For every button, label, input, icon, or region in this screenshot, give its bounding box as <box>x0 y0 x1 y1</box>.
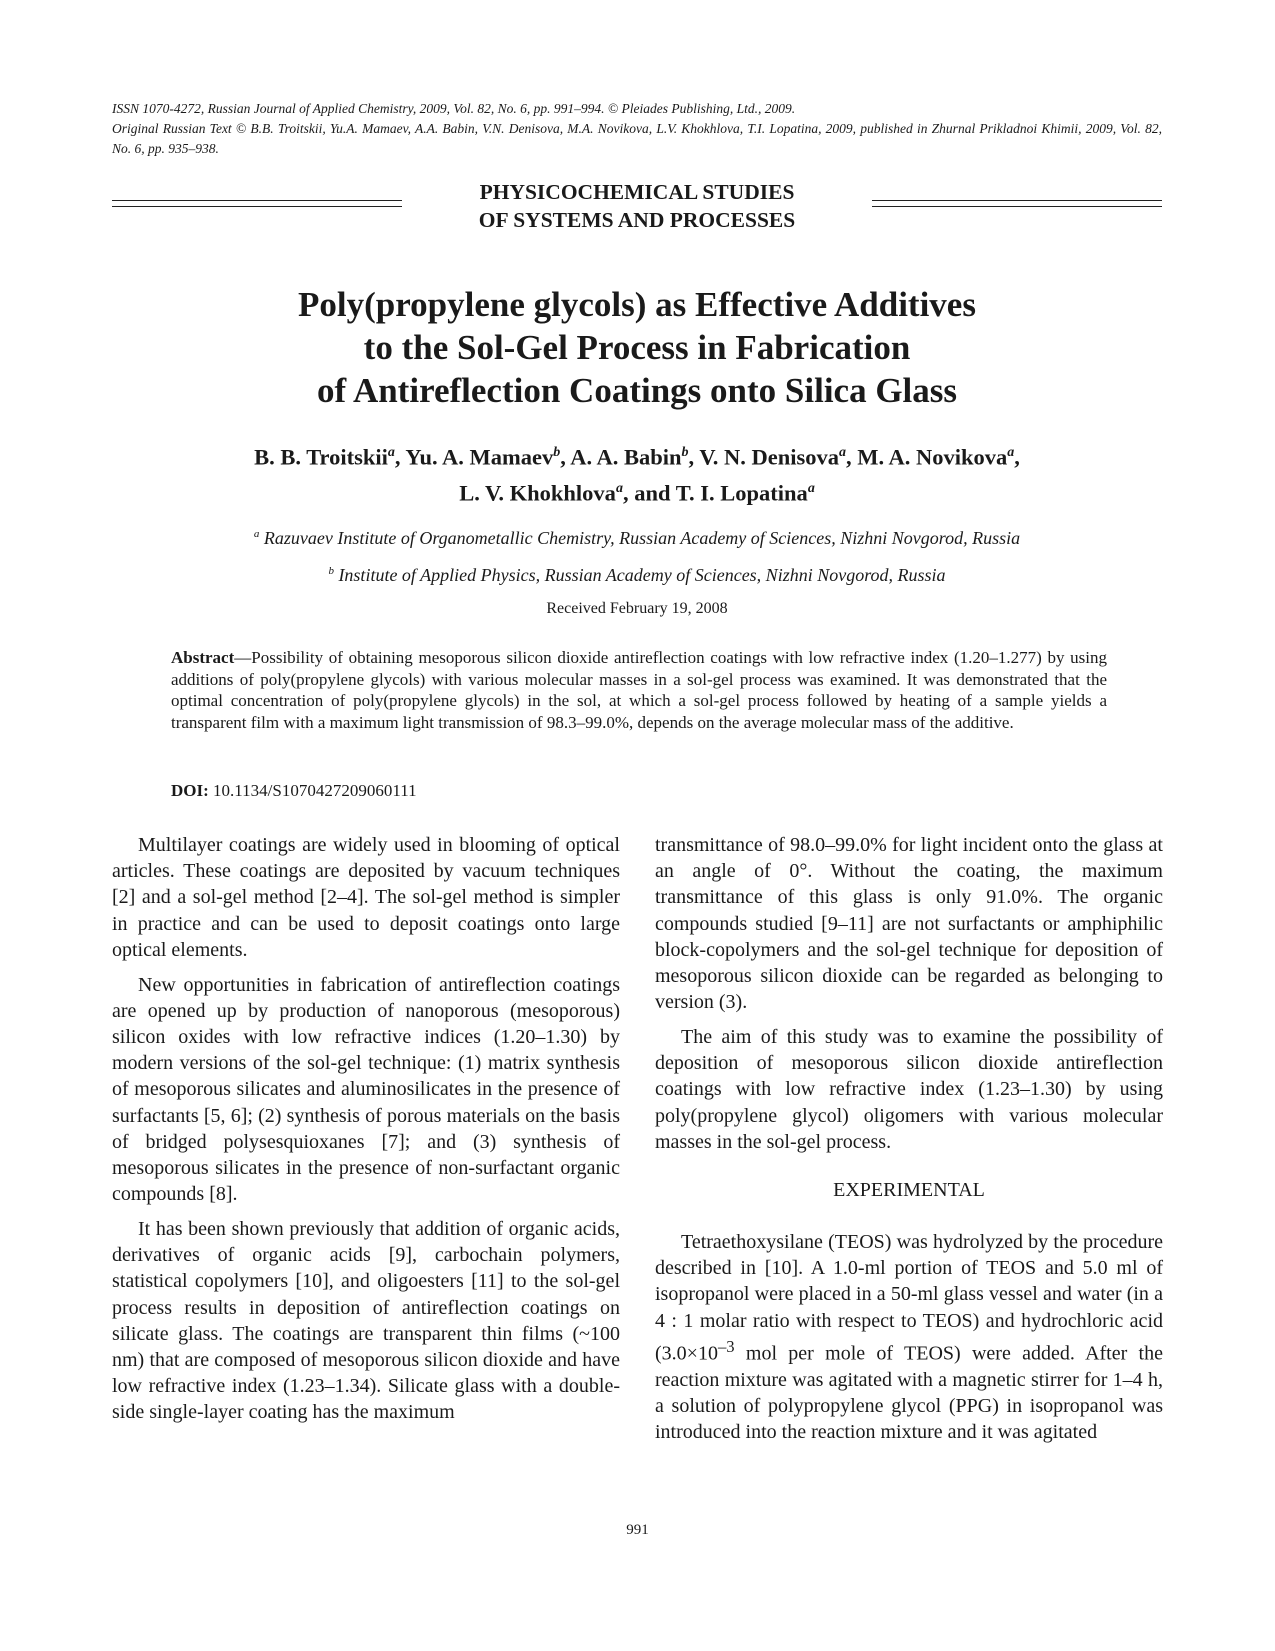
author-separator: , <box>560 444 571 470</box>
section-heading-experimental: EXPERIMENTAL <box>833 1179 985 1202</box>
author-line1 <box>112 437 1162 473</box>
author-separator: , <box>1014 444 1020 470</box>
paper-title-line3: of Antireflection Coatings onto Silica Glass <box>316 371 958 410</box>
body-column-left <box>112 832 620 1434</box>
author-separator: , <box>688 444 700 470</box>
author-name: L. V. Khokhlova <box>459 480 616 505</box>
paper-title-line2: to the Sol-Gel Process in Fabrication <box>363 328 911 367</box>
double-rule-right <box>872 200 1162 207</box>
author-affiliation-mark: a <box>615 480 623 496</box>
author-list <box>112 437 1162 508</box>
page-number: 991 <box>626 1522 649 1538</box>
body-column-right <box>655 832 1163 1454</box>
affiliation-b <box>112 555 1162 592</box>
body-paragraph: New opportunities in fabrication of antireflection coatings are opened up by production of nanoporous (mesoporous) silicon oxides with low refractive indices (1.20–1.30) by modern versions of the sol-gel technique: (1) matrix synthesis of mesoporous silicates and aluminosilicates in the presence of surfactants [5, 6]; (2) synthesis of porous materials on the basis of bridged polysesquioxanes [7]; and (3) synthesis of mesoporous silicates in the presence of non-surfactant organic compounds [8]. <box>112 973 620 1206</box>
abstract-text: —Possibility of obtaining mesoporous silicon dioxide antireflection coatings with low refractive index (1.20–1.277) by using additions of poly(propylene glycols) with various molecular masses in a sol-gel process was examined. It was demonstrated that the optimal concentration of poly(propylene glycols) in the sol, at which a sol-gel process followed by heating of a sample yields a transparent film with a maximum light transmission of 98.3–99.0%, depends on the average molecular mass of the additive. <box>171 648 1107 732</box>
author-name: T. I. Lopatina <box>675 480 808 505</box>
author-name: M. A. Novikova <box>857 444 1008 470</box>
affiliation-mark: a <box>253 528 260 540</box>
author-separator: , <box>846 444 858 470</box>
body-paragraph: The aim of this study was to examine the possibility of deposition of mesoporous silicon dioxide antireflection coatings with low refractive index (1.23–1.30) by using poly(propylene glycol) oligomers with various molecular masses in the sol-gel process. <box>655 1026 1163 1153</box>
paper-title-line1: Poly(propylene glycols) as Effective Additives <box>298 285 976 324</box>
section-title-line2: OF SYSTEMS AND PROCESSES <box>478 208 796 232</box>
author-separator: , and <box>622 480 676 505</box>
body-paragraph <box>655 1229 1163 1445</box>
received-date: Received February 19, 2008 <box>546 600 728 617</box>
affiliation-a <box>112 518 1162 555</box>
affiliation-text: Institute of Applied Physics, Russian Academy of Sciences, Nizhni Novgorod, Russia <box>338 565 946 585</box>
abstract <box>171 647 1107 733</box>
author-name: Yu. A. Mamaev <box>405 444 554 470</box>
author-name: V. N. Denisova <box>699 444 839 470</box>
affiliation-text: Razuvaev Institute of Organometallic Chemistry, Russian Academy of Sciences, Nizhni Novgorod, Russia <box>263 528 1021 548</box>
affiliations <box>112 518 1162 592</box>
abstract-label: Abstract <box>171 648 235 667</box>
author-affiliation-mark: b <box>553 445 561 460</box>
author-affiliation-mark: a <box>1007 445 1015 460</box>
journal-citation-line: ISSN 1070-4272, Russian Journal of Applied Chemistry, 2009, Vol. 82, No. 6, pp. 991–994. © Pleiades Publishing, Ltd., 2009. <box>112 101 796 116</box>
author-name: A. A. Babin <box>570 444 682 470</box>
section-banner <box>112 178 1162 234</box>
author-line2 <box>112 473 1162 509</box>
journal-header <box>112 99 1162 159</box>
original-text-line: Original Russian Text © B.B. Troitskii, Yu.A. Mamaev, A.A. Babin, V.N. Denisova, M.A. Novikova, L.V. Khokhlova, T.I. Lopatina, 2009, published in Zhurnal Prikladnoi Khimii, 2009, Vol. 82, No. 6, pp. 935–938. <box>112 121 1162 156</box>
doi <box>171 780 1071 802</box>
body-paragraph: Multilayer coatings are widely used in blooming of optical articles. These coatings are deposited by vacuum techniques [2] and a sol-gel method [2–4]. The sol-gel method is simpler in practice and can be used to deposit coatings onto large optical elements. <box>112 834 620 961</box>
exponent: –3 <box>717 1336 735 1356</box>
double-rule-left <box>112 200 402 207</box>
author-affiliation-mark: a <box>387 445 395 460</box>
body-text: mol per mole of TEOS) were added. After the reaction mixture was agitated with a magnetic stirrer for 1–4 h, a solution of polypropylene glycol (PPG) in isopropanol was introduced into the reaction mixture and it was agitated <box>655 1342 1163 1444</box>
author-affiliation-mark: b <box>681 445 689 460</box>
doi-value: 10.1134/S1070427209060111 <box>208 781 417 800</box>
author-name: B. B. Troitskii <box>254 444 388 470</box>
author-separator: , <box>394 444 406 470</box>
section-title <box>402 178 872 234</box>
paper-title <box>112 283 1162 412</box>
body-paragraph: transmittance of 98.0–99.0% for light incident onto the glass at an angle of 0°. Without the coating, the maximum transmittance of this glass is only 91.0%. The organic compounds studied [9–11] are not surfactants or amphiphilic block-copolymers and the sol-gel technique for deposition of mesoporous silicon dioxide can be regarded as belonging to version (3). <box>655 834 1163 1014</box>
author-affiliation-mark: a <box>839 445 846 460</box>
affiliation-mark: b <box>328 565 334 577</box>
body-paragraph: It has been shown previously that addition of organic acids, derivatives of organic acids [9], carbochain polymers, statistical copolymers [10], and oligoesters [11] to the sol-gel process results in deposition of antireflection coatings on silicate glass. The coatings are transparent thin films (~100 nm) that are composed of mesoporous silicon dioxide and have low refractive index (1.23–1.34). Silicate glass with a double-side single-layer coating has the maximum <box>112 1218 620 1424</box>
section-title-line1: PHYSICOCHEMICAL STUDIES <box>479 180 795 204</box>
doi-label: DOI: <box>171 781 209 800</box>
body-text: Tetraethoxysilane (TEOS) was hydrolyzed by the procedure described in [10]. A 1.0-ml portion of TEOS and 5.0 ml of isopropanol were placed in a 50-ml glass vessel and water (in a 4 : 1 molar ratio with respect to TEOS) and hydrochloric acid (3.0×10 <box>655 1231 1163 1365</box>
author-affiliation-mark: a <box>807 480 815 496</box>
